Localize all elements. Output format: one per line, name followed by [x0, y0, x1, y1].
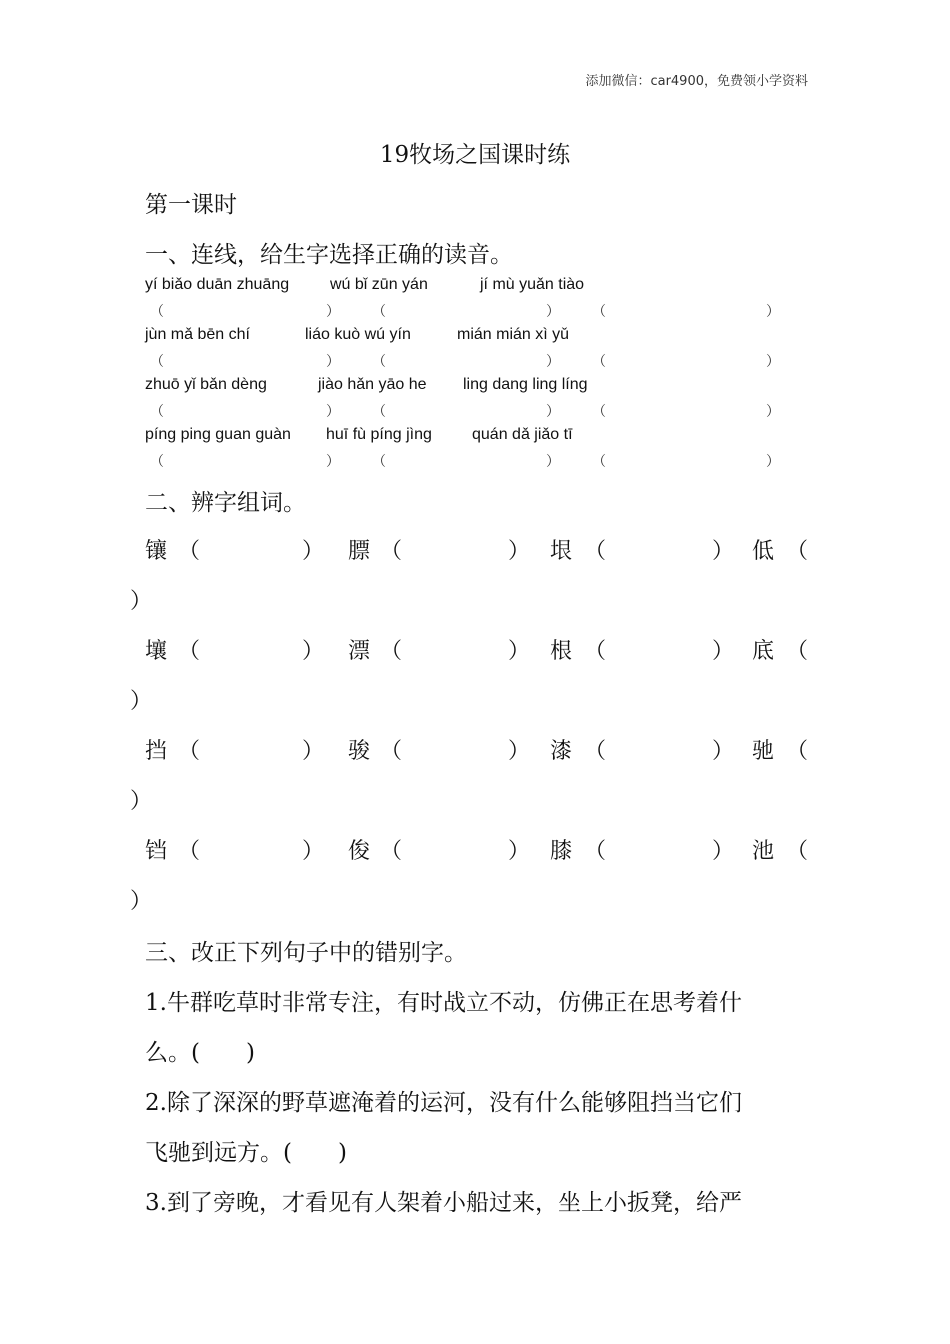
close-paren: ）	[302, 739, 325, 764]
close-paren: ）	[508, 739, 531, 764]
open-paren: （	[372, 404, 386, 420]
close-paren: ）	[302, 839, 325, 864]
open-paren: （	[150, 404, 164, 420]
page-title: 19牧场之国课时练	[379, 142, 571, 168]
close-paren: ）	[712, 739, 735, 764]
question-2-line-2: 飞驰到远方。( )	[145, 1140, 347, 1166]
close-paren-wrapped: ）	[130, 889, 153, 914]
close-paren: ）	[326, 404, 340, 420]
close-paren: ）	[766, 454, 780, 470]
close-paren: ）	[546, 354, 560, 370]
close-paren: ）	[766, 404, 780, 420]
open-paren: （	[584, 639, 607, 664]
pinyin-1-3: jí mù yuǎn tiào	[480, 276, 585, 293]
open-paren: （	[372, 454, 386, 470]
close-paren: ）	[302, 539, 325, 564]
open-paren: （	[178, 639, 201, 664]
question-1-line-1: 1.牛群吃草时非常专注，有时战立不动，仿佛正在思考着什	[145, 990, 742, 1016]
pinyin-4-2: huī fù píng jìng	[326, 426, 432, 443]
pinyin-2-1: jùn mǎ bēn chí	[145, 326, 250, 343]
char-4-4: 池	[752, 839, 775, 864]
watermark: 添加微信：car4900，免费领小学资料	[585, 74, 808, 89]
char-3-1: 挡	[145, 739, 168, 764]
close-paren: ）	[712, 539, 735, 564]
open-paren: （	[786, 539, 809, 564]
close-paren: ）	[712, 639, 735, 664]
open-paren: （	[380, 839, 403, 864]
close-paren: ）	[326, 304, 340, 320]
char-4-1: 铛	[145, 839, 168, 864]
question-2-line-1: 2.除了深深的野草遮淹着的运河，没有什么能够阻挡当它们	[145, 1090, 742, 1116]
char-1-1: 镶	[145, 539, 168, 564]
close-paren: ）	[712, 839, 735, 864]
char-2-1: 壤	[145, 639, 168, 664]
open-paren: （	[380, 539, 403, 564]
close-paren: ）	[766, 304, 780, 320]
open-paren: （	[584, 739, 607, 764]
open-paren: （	[380, 739, 403, 764]
open-paren: （	[592, 404, 606, 420]
question-1-line-2: 么。( )	[145, 1040, 255, 1066]
open-paren: （	[592, 454, 606, 470]
close-paren: ）	[302, 639, 325, 664]
open-paren: （	[592, 304, 606, 320]
char-2-2: 漂	[348, 639, 371, 664]
char-2-4: 底	[752, 639, 775, 664]
open-paren: （	[786, 839, 809, 864]
char-4-3: 膝	[550, 839, 573, 864]
char-3-2: 骏	[348, 739, 371, 764]
question-3-line-1: 3.到了旁晚，才看见有人架着小船过来，坐上小扳凳，给严	[145, 1190, 742, 1216]
lesson-label: 第一课时	[145, 192, 237, 218]
pinyin-3-2: jiào hǎn yāo he	[318, 376, 427, 393]
pinyin-4-3: quán dǎ jiǎo tī	[472, 426, 573, 443]
close-paren: ）	[546, 454, 560, 470]
pinyin-3-1: zhuō yǐ bǎn dèng	[145, 376, 267, 393]
close-paren-wrapped: ）	[130, 789, 153, 814]
open-paren: （	[178, 839, 201, 864]
char-3-4: 驰	[752, 739, 775, 764]
pinyin-1-1: yí biǎo duān zhuāng	[145, 276, 290, 293]
open-paren: （	[380, 639, 403, 664]
close-paren: ）	[546, 304, 560, 320]
open-paren: （	[584, 839, 607, 864]
pinyin-1-2: wú bǐ zūn yán	[330, 276, 428, 293]
char-4-2: 俊	[348, 839, 371, 864]
open-paren: （	[786, 739, 809, 764]
open-paren: （	[150, 354, 164, 370]
section-2-heading: 二、辨字组词。	[145, 490, 306, 516]
close-paren: ）	[766, 354, 780, 370]
char-3-3: 漆	[550, 739, 573, 764]
close-paren: ）	[508, 639, 531, 664]
open-paren: （	[592, 354, 606, 370]
open-paren: （	[372, 304, 386, 320]
section-3-heading: 三、改正下列句子中的错别字。	[145, 940, 467, 966]
char-1-3: 垠	[550, 539, 573, 564]
close-paren: ）	[546, 404, 560, 420]
char-1-4: 低	[752, 539, 775, 564]
open-paren: （	[150, 304, 164, 320]
open-paren: （	[150, 454, 164, 470]
pinyin-4-1: píng ping guan guàn	[145, 426, 291, 443]
close-paren: ）	[508, 539, 531, 564]
pinyin-3-3: ling dang ling líng	[463, 376, 588, 393]
open-paren: （	[178, 539, 201, 564]
pinyin-2-3: mián mián xì yǔ	[457, 326, 570, 343]
char-1-2: 膘	[348, 539, 371, 564]
close-paren-wrapped: ）	[130, 689, 153, 714]
section-1-heading: 一、连线，给生字选择正确的读音。	[145, 242, 513, 268]
open-paren: （	[178, 739, 201, 764]
close-paren: ）	[326, 354, 340, 370]
close-paren: ）	[326, 454, 340, 470]
close-paren: ）	[508, 839, 531, 864]
open-paren: （	[372, 354, 386, 370]
close-paren-wrapped: ）	[130, 589, 153, 614]
char-2-3: 根	[550, 639, 573, 664]
open-paren: （	[786, 639, 809, 664]
pinyin-2-2: liáo kuò wú yín	[305, 326, 411, 343]
open-paren: （	[584, 539, 607, 564]
